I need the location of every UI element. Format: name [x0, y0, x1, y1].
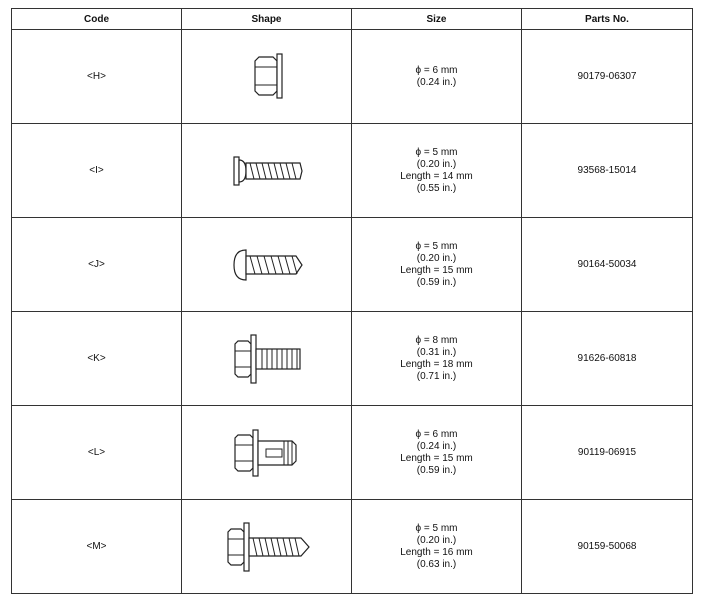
size-cell [352, 218, 522, 312]
size-diameter: ϕ = 5 mm [415, 146, 458, 158]
code-cell: <H> [12, 30, 182, 124]
size-cell [352, 312, 522, 406]
table-row [12, 218, 693, 312]
hex-washer-tapping-screw-icon [217, 517, 317, 577]
table-row [12, 30, 693, 124]
code-cell: <I> [12, 124, 182, 218]
size-diameter-in: (0.24 in.) [416, 76, 457, 88]
size-diameter-in: (0.20 in.) [416, 534, 457, 546]
pan-head-tapping-screw-icon [222, 240, 312, 290]
parts-no-cell: 91626-60818 [522, 312, 693, 406]
size-length-in: (0.59 in.) [416, 464, 457, 476]
size-length-in: (0.59 in.) [416, 276, 457, 288]
flange-nut-icon [237, 47, 297, 107]
parts-no-cell: 90179-06307 [522, 30, 693, 124]
flange-tapping-screw-icon [222, 146, 312, 196]
size-cell [352, 500, 522, 594]
code-cell: <M> [12, 500, 182, 594]
size-diameter-in: (0.20 in.) [416, 252, 457, 264]
size-length: Length = 18 mm [400, 358, 473, 370]
shape-cell [182, 124, 352, 218]
size-cell [352, 30, 522, 124]
shape-cell [182, 406, 352, 500]
parts-table [11, 8, 693, 594]
size-cell [352, 124, 522, 218]
size-diameter-in: (0.20 in.) [416, 158, 457, 170]
hex-flange-stud-bolt-icon [222, 423, 312, 483]
header-row [12, 9, 693, 30]
header-code: Code [12, 9, 182, 30]
parts-no-cell: 90164-50034 [522, 218, 693, 312]
size-length-in: (0.71 in.) [416, 370, 457, 382]
shape-cell [182, 312, 352, 406]
code-cell: <L> [12, 406, 182, 500]
parts-no-cell: 90159-50068 [522, 500, 693, 594]
header-parts-no: Parts No. [522, 9, 693, 30]
code-cell: <J> [12, 218, 182, 312]
parts-no-cell: 93568-15014 [522, 124, 693, 218]
header-shape: Shape [182, 9, 352, 30]
header-size: Size [352, 9, 522, 30]
table-row [12, 500, 693, 594]
size-length: Length = 15 mm [400, 452, 473, 464]
shape-cell [182, 500, 352, 594]
size-diameter: ϕ = 5 mm [415, 240, 458, 252]
size-diameter-in: (0.24 in.) [416, 440, 457, 452]
size-length: Length = 14 mm [400, 170, 473, 182]
size-length-in: (0.63 in.) [416, 558, 457, 570]
size-cell [352, 406, 522, 500]
shape-cell [182, 30, 352, 124]
table-row [12, 124, 693, 218]
code-cell: <K> [12, 312, 182, 406]
shape-cell [182, 218, 352, 312]
size-diameter: ϕ = 6 mm [415, 428, 458, 440]
parts-no-cell: 90119-06915 [522, 406, 693, 500]
hex-washer-bolt-icon [222, 329, 312, 389]
size-diameter-in: (0.31 in.) [416, 346, 457, 358]
size-length: Length = 15 mm [400, 264, 473, 276]
size-length: Length = 16 mm [400, 546, 473, 558]
size-diameter: ϕ = 8 mm [415, 334, 458, 346]
table-row [12, 312, 693, 406]
size-diameter: ϕ = 6 mm [415, 64, 458, 76]
size-length-in: (0.55 in.) [416, 182, 457, 194]
size-diameter: ϕ = 5 mm [415, 522, 458, 534]
table-row [12, 406, 693, 500]
